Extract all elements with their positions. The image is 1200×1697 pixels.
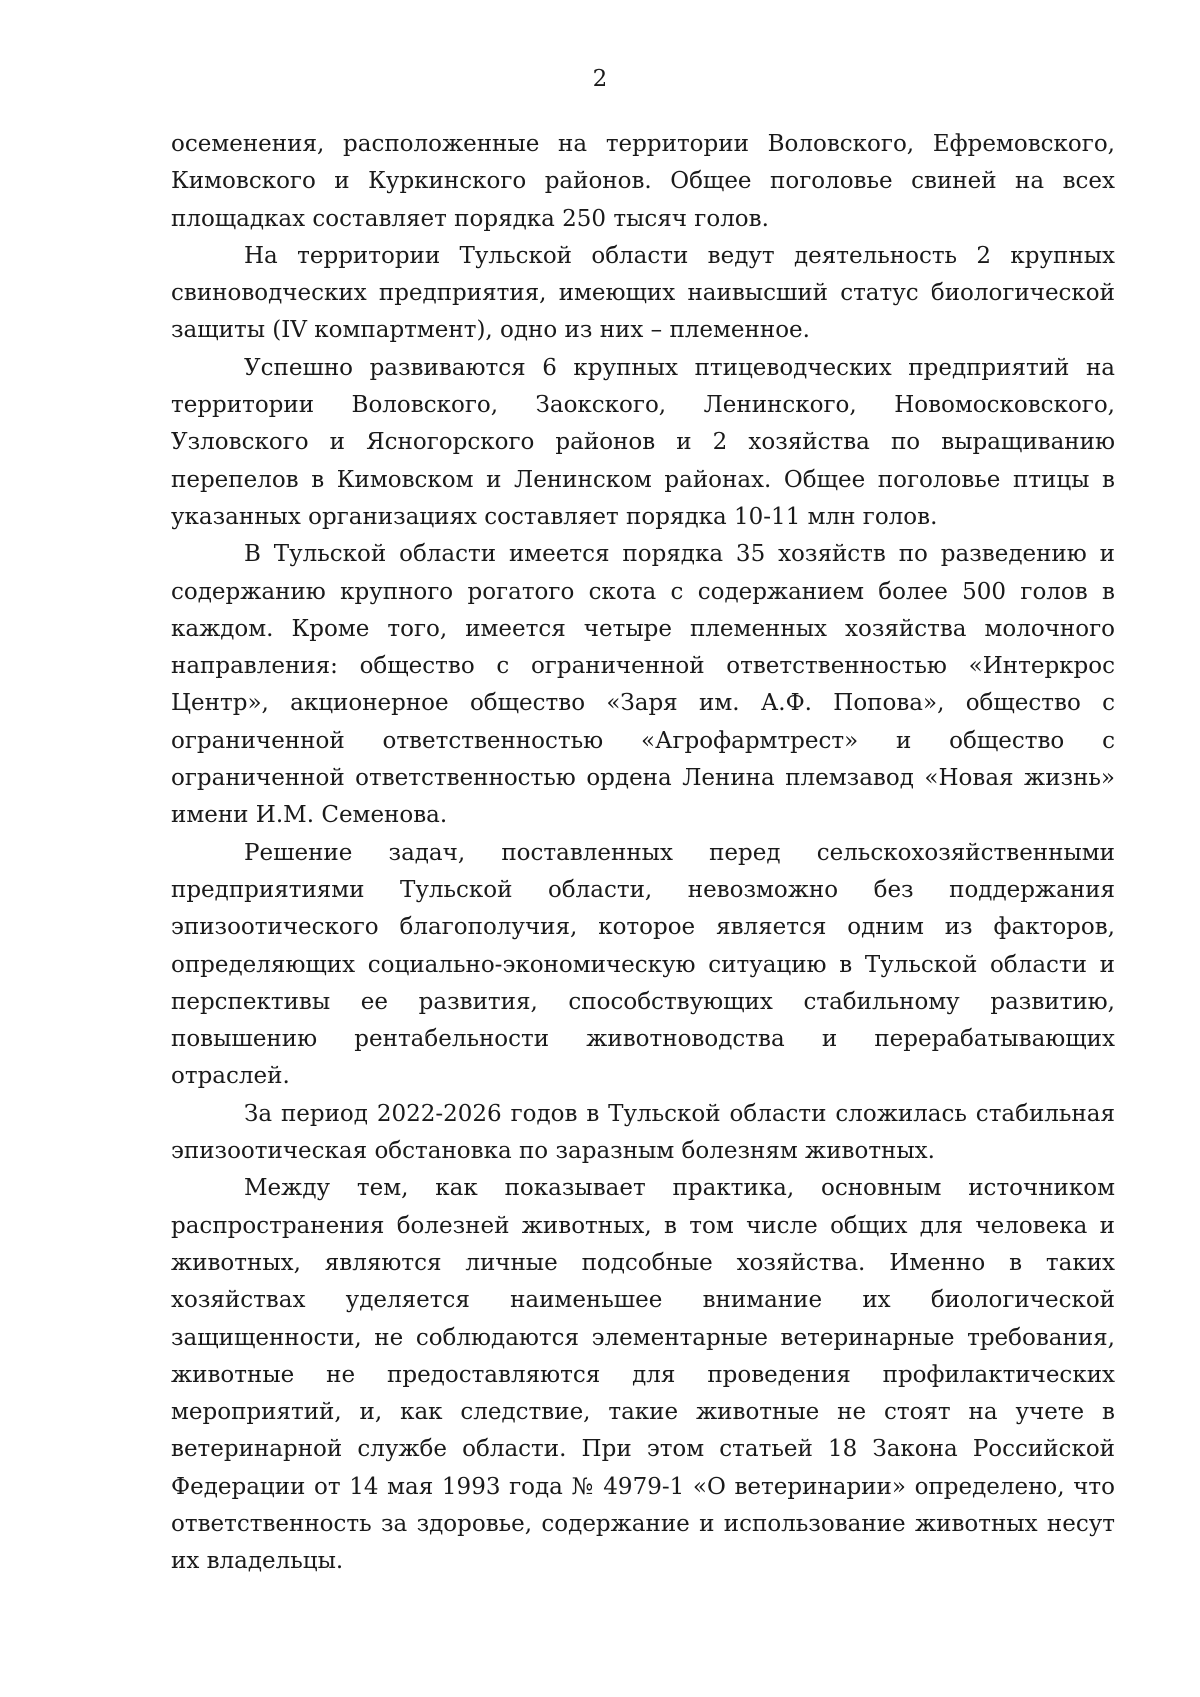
page-number: 2: [592, 66, 608, 92]
document-body: [171, 126, 1115, 1581]
paragraph-cattle-farms: В Тульской области имеется порядка 35 хозяйств по разведению и содержанию крупного рогатого скота с содержанием более 500 голов в каждом. Кроме того, имеется четыре племенных хозяйства молочного направления: общество с ограниченной ответственностью «Интеркрос Центр», акционерное общество «Заря им. А.Ф. Попова», общество с ограниченной ответственностью «Агрофармтрест» и общество с ограниченной ответственностью ордена Ленина племзавод «Новая жизнь» имени И.М. Семенова.: [171, 541, 1115, 829]
paragraph-poultry-enterprises: Успешно развиваются 6 крупных птицеводческих предприятий на территории Воловского, Заокского, Ленинского, Новомосковского, Узловского и Ясногорского районов и 2 хозяйства по выращиванию перепелов в Кимовском и Ленинском районах. Общее поголовье птицы в указанных организациях составляет порядка 10-11 млн голов.: [171, 354, 1115, 530]
paragraph-pig-enterprises: На территории Тульской области ведут деятельность 2 крупных свиноводческих предприятия, имеющих наивысший статус биологической защиты (IV компартмент), одно из них – племенное.: [171, 242, 1115, 344]
paragraph-private-households: Между тем, как показывает практика, основным источником распространения болезней животных, в том числе общих для человека и животных, являются личные подсобные хозяйства. Именно в таких хозяйствах уделяется наименьшее внимание их биологической защищенности, не соблюдаются элементарные ветеринарные требования, животные не предоставляются для проведения профилактических мероприятий, и, как следствие, такие животные не стоят на учете в ветеринарной службе области. При этом статьей 18 Закона Российской Федерации от 14 мая 1993 года № 4979-1 «О ветеринарии» определено, что ответственность за здоровье, содержание и использование животных несут их владельцы.: [171, 1175, 1115, 1575]
paragraph-epizootic-wellbeing: Решение задач, поставленных перед сельскохозяйственными предприятиями Тульской области, невозможно без поддержания эпизоотического благополучия, которое является одним из факторов, определяющих социально-экономическую ситуацию в Тульской области и перспективы ее развития, способствующих стабильному развитию, повышению рентабельности животноводства и перерабатывающих отраслей.: [171, 839, 1115, 1090]
paragraph-continuation: осеменения, расположенные на территории Воловского, Ефремовского, Кимовского и Куркинского районов. Общее поголовье свиней на всех площадках составляет порядка 250 тысяч голов.: [171, 131, 1115, 232]
paragraph-period-situation: За период 2022-2026 годов в Тульской области сложилась стабильная эпизоотическая обстановка по заразным болезням животных.: [171, 1100, 1115, 1165]
